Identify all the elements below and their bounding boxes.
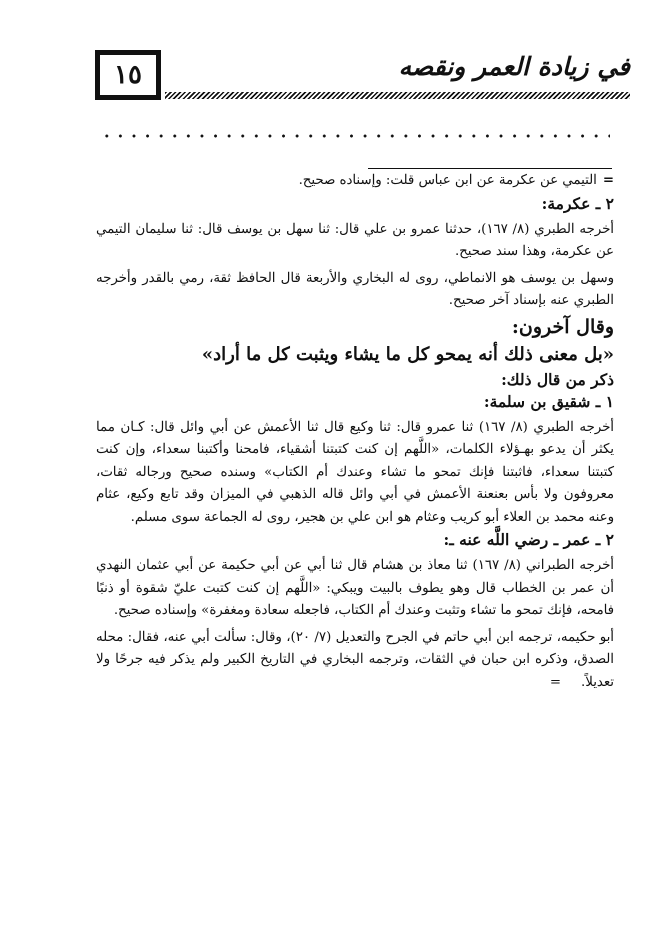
section-heading-ikrima: ٢ ـ عكرمة: <box>541 193 614 213</box>
section-heading-umar: ٢ ـ عمر ـ رضي اللَّه عنه ـ: <box>443 530 614 549</box>
mention-heading: ذكر من قال ذلك: <box>501 369 614 389</box>
dotted-separator <box>100 134 610 138</box>
end-marker: = <box>549 674 562 690</box>
paragraph-5-text: أبو حكيمه، ترجمه ابن أبي حاتم في الجرح والتعديل (٧/ ٢٠)، وقال: سألت أبي عنه، فقال: محله الصدق، وذكره ابن حبان في الثقات، وترجمه البخاري في التاريخ الكبير ولم يذكر فيه جرحًا ولا تعديلاً. <box>96 629 614 690</box>
paragraph-1: أخرجه الطبري (٨/ ١٦٧)، حدثنا عمرو بن علي قال: ثنا سهل بن يوسف قال: ثنا سليمان التيمي عن عكرمة، وهذا سند صحيح. <box>96 221 614 259</box>
running-title: في زيادة العمر ونقصه <box>398 52 630 81</box>
header-rule <box>165 92 630 99</box>
continuation-text: التيمي عن عكرمة عن ابن عباس قلت: وإسناده صحيح. <box>298 173 597 188</box>
continuation-line <box>96 170 614 193</box>
section-heading-shaqiq: ١ ـ شقيق بن سلمة: <box>483 391 614 411</box>
paragraph-5 <box>96 627 614 695</box>
page-body <box>96 170 614 694</box>
paragraph-2: وسهل بن يوسف هو الانماطي، روى له البخاري والأربعة قال الحافظ ثقة، رمي بالقدر وأخرجه الطبري عنه بإسناد آخر صحيح. <box>96 270 614 308</box>
others-quote: «بل معنى ذلك أنه يمحو كل ما يشاء ويثبت كل ما أراد» <box>201 343 614 365</box>
paragraph-3: أخرجه الطبري (٨/ ١٦٧) ثنا عمرو قال: ثنا وكيع قال ثنا الأعمش عن أبي وائل قال: كـان مما يكثر أن يدعو بهـؤلاء الكلمات، «اللَّهم إن كنت كتبتنا أشقياء، فامحنا وأكتبنا سعداء، وإن كنت كتبتنا سعداء، فاثبتنا فإنك تمحو ما تشاء وعندك أم الكتاب» وسنده صحيح ورجاله ثقات، معروفون ولا بأس بعنعنة الأعمش في أبي وائل قاله الذهبي في الميزان وقد تابع وكيع، عثام وعنه محمد بن العلاء أبو كريب وعثام هو ابن علي بن هجير، روى له الجماعة سوى مسلم. <box>96 419 615 525</box>
others-title: وقال آخرون: <box>511 315 614 338</box>
page-number: ١٥ <box>95 50 161 100</box>
paragraph-4: أخرجه الطبراني (٨/ ١٦٧) ثنا معاذ بن هشام قال ثنا أبي عن أبي حكيمة عن أبي عثمان النهدي أن عمر بن الخطاب قال وهو يطوف بالبيت ويبكي: «اللَّهم إن كنت كتبت عليّ شقوة أو ذنبًا فامحه، فإنك تمحو ما تشاء وتثبت وعندك أم الكتاب، فاجعله سعادة ومغفرة» وإسناده صحيح. <box>96 558 614 618</box>
footnote-rule <box>368 168 612 169</box>
continuation-marker: = <box>602 173 614 188</box>
page-header <box>95 50 630 110</box>
